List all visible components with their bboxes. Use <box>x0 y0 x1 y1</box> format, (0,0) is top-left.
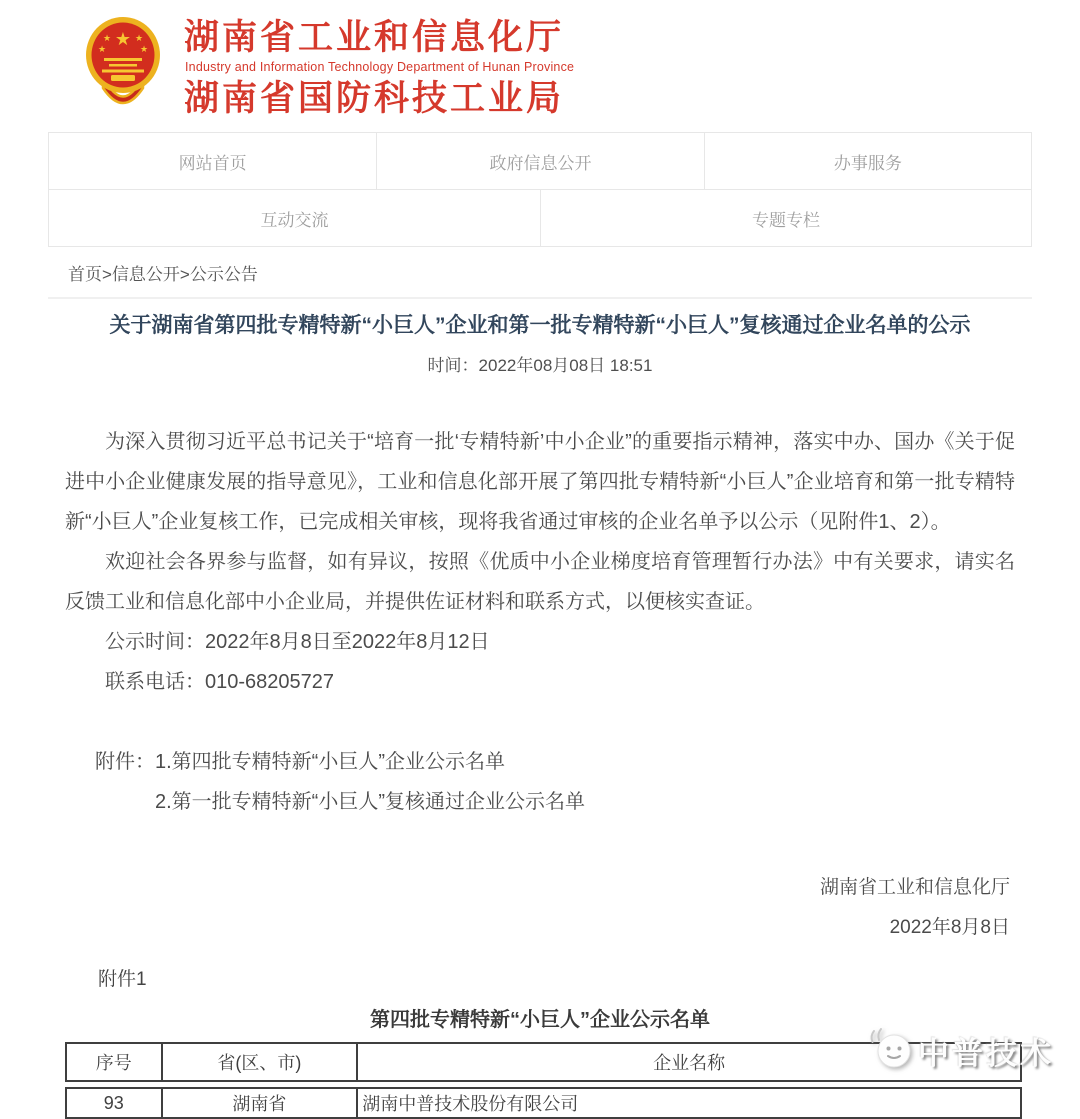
cell-company: 湖南中普技术股份有限公司 <box>357 1088 1021 1118</box>
svg-text:★: ★ <box>134 32 144 43</box>
signature-block <box>0 868 1010 948</box>
table-header-row <box>66 1043 1021 1081</box>
attachment-link-1: 1.第四批专精特新“小巨人”企业公示名单 <box>155 751 505 773</box>
org-names <box>184 20 574 116</box>
nav-row-2 <box>49 189 1031 246</box>
national-emblem-icon <box>84 14 162 123</box>
nav-item-special-topics[interactable]: 专题专栏 <box>540 190 1031 246</box>
nav-row-1 <box>49 133 1031 189</box>
org-name-en: Industry and Information Technology Department of Hunan Province <box>185 60 575 75</box>
article-paragraph-2: 欢迎社会各界参与监督，如有异议，按照《优质中小企业梯度培育管理暂行办法》中有关要求，请实名反馈工业和信息化部中小企业局，并提供佐证材料和联系方式，以便核实查证。 <box>65 551 1015 613</box>
table-row <box>66 1088 1021 1118</box>
header-seq: 序号 <box>66 1043 162 1081</box>
attachment-1-label: 附件1 <box>98 969 147 990</box>
main-nav <box>48 132 1032 247</box>
article-meta-time: 时间：2022年08月08日 18:51 <box>427 356 653 375</box>
nav-item-gov-info[interactable]: 政府信息公开 <box>376 133 703 189</box>
org-name-cn-2: 湖南省国防科技工业局 <box>184 78 565 118</box>
cell-province: 湖南省 <box>162 1088 358 1118</box>
attachment-table-title: 第四批专精特新“小巨人”企业公示名单 <box>370 1009 710 1031</box>
attachments-list <box>155 742 585 822</box>
signature-date: 2022年8月8日 <box>889 917 1010 938</box>
article-title: 关于湖南省第四批专精特新“小巨人”企业和第一批专精特新“小巨人”复核通过企业名单的公示 <box>109 314 971 337</box>
svg-text:★: ★ <box>102 32 112 43</box>
signature-org: 湖南省工业和信息化厅 <box>819 877 1010 898</box>
nav-item-services[interactable]: 办事服务 <box>704 133 1031 189</box>
company-table-header <box>65 1042 1022 1082</box>
header-company: 企业名称 <box>357 1043 1021 1081</box>
watermark-text: 中普技术 <box>918 1036 1054 1071</box>
svg-text:★: ★ <box>139 43 149 54</box>
company-table <box>65 1042 1022 1119</box>
cell-seq: 93 <box>66 1088 162 1118</box>
article-body <box>65 422 1015 822</box>
org-name-cn-1: 湖南省工业和信息化厅 <box>184 18 565 58</box>
attachments-label: 附件： <box>95 751 155 773</box>
attachment-link-2: 2.第一批专精特新“小巨人”复核通过企业公示名单 <box>155 791 585 813</box>
article-paragraph-1: 为深入贯彻习近平总书记关于“培育一批‘专精特新’中小企业”的重要指示精神，落实中办、国办《关于促进中小企业健康发展的指导意见》，工业和信息化部开展了第四批专精特新“小巨人”企业培育和第一批专精特新“小巨人”企业复核工作，已完成相关审核，现将我省通过审核的企业名单予以公示（见附件1、2）。 <box>65 431 1015 533</box>
nav-item-interaction[interactable]: 互动交流 <box>260 210 329 230</box>
header-province: 省(区、市) <box>162 1043 358 1081</box>
contact-phone-line: 联系电话：010-68205727 <box>105 671 335 693</box>
breadcrumb[interactable]: 首页>信息公开>公示公告 <box>48 247 1032 299</box>
company-table-body <box>65 1087 1022 1119</box>
nav-item-home[interactable]: 网站首页 <box>178 153 247 173</box>
notice-period-line: 公示时间：2022年8月8日至2022年8月12日 <box>105 631 490 653</box>
site-header <box>0 0 1080 132</box>
svg-text:★: ★ <box>97 43 107 54</box>
attachments-block <box>65 742 1015 822</box>
svg-text:★: ★ <box>114 28 132 49</box>
